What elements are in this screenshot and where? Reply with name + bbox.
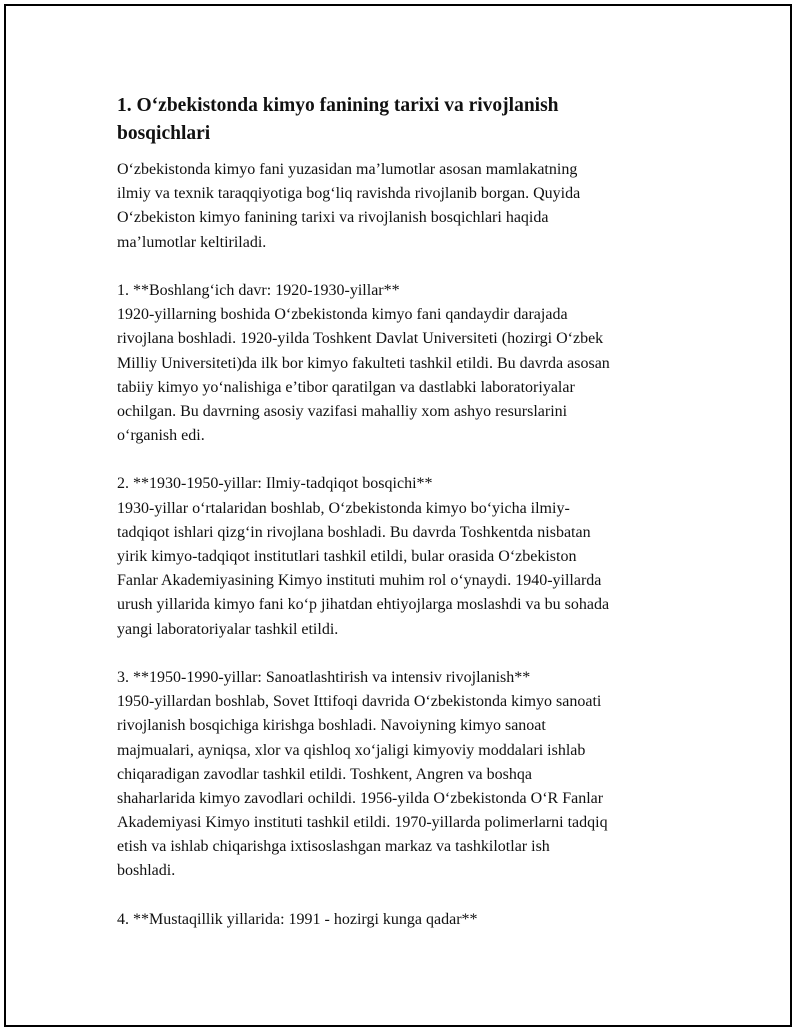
text-line: 1920-yillarning boshida O‘zbekistonda kimyo fani qandaydir darajada — [117, 306, 568, 324]
text-line: Milliy Universiteti)da ilk bor kimyo fakulteti tashkil etildi. Bu davrda asosan — [117, 354, 610, 372]
intro-paragraph — [117, 158, 689, 255]
section-heading: 1. **Boshlang‘ich davr: 1920-1930-yillar** — [117, 281, 400, 299]
title-line: bosqichlari — [117, 123, 211, 144]
text-line: rivojlana boshladi. 1920-yilda Toshkent Davlat Universiteti (hozirgi O‘zbek — [117, 330, 604, 348]
text-line: tadqiqot ishlari qizg‘in rivojlana boshladi. Bu davrda Toshkentda nisbatan — [117, 523, 591, 541]
section-heading: 3. **1950-1990-yillar: Sanoatlashtirish va intensiv rivojlanish** — [117, 668, 531, 686]
page-title — [117, 92, 689, 148]
document-body — [117, 92, 689, 932]
section-heading: 2. **1930-1950-yillar: Ilmiy-tadqiqot bosqichi** — [117, 475, 433, 493]
section-3 — [117, 666, 689, 884]
section-4 — [117, 908, 689, 932]
text-line: ilmiy va texnik taraqqiyotiga bog‘liq ravishda rivojlanib borgan. Quyida — [117, 185, 581, 203]
text-line: tabiiy kimyo yo‘nalishiga e’tibor qaratilgan va dastlabki laboratoriyalar — [117, 378, 575, 396]
text-line: 1930-yillar o‘rtalaridan boshlab, O‘zbekistonda kimyo bo‘yicha ilmiy- — [117, 499, 570, 517]
text-line: O‘zbekistonda kimyo fani yuzasidan ma’lumotlar asosan mamlakatning — [117, 161, 578, 178]
paragraph-gap — [117, 448, 689, 472]
section-1 — [117, 279, 689, 448]
text-line: 1950-yillardan boshlab, Sovet Ittifoqi davrida O‘zbekistonda kimyo sanoati — [117, 693, 602, 711]
text-line: etish va ishlab chiqarishga ixtisoslashgan markaz va tashkilotlar ish — [117, 838, 550, 856]
section-heading: 4. **Mustaqillik yillarida: 1991 - hozirgi kunga qadar** — [117, 910, 478, 928]
text-line: yangi laboratoriyalar tashkil etildi. — [117, 620, 339, 638]
text-line: majmualari, ayniqsa, xlor va qishloq xo‘jaligi kimyoviy moddalari ishlab — [117, 741, 586, 759]
text-line: boshladi. — [117, 862, 176, 880]
text-line: urush yillarida kimyo fani ko‘p jihatdan ehtiyojlarga moslashdi va bu sohada — [117, 596, 610, 614]
text-line: ochilgan. Bu davrning asosiy vazifasi mahalliy xom ashyo resurslarini — [117, 402, 568, 420]
title-line: 1. O‘zbekistonda kimyo fanining tarixi va rivojlanish — [117, 95, 559, 116]
text-line: ma’lumotlar keltiriladi. — [117, 233, 267, 251]
text-line: chiqaradigan zavodlar tashkil etildi. Toshkent, Angren va boshqa — [117, 765, 532, 783]
text-line: rivojlanish bosqichiga kirishga boshladi. Navoiyning kimyo sanoat — [117, 717, 546, 735]
text-line: o‘rganish edi. — [117, 427, 205, 445]
text-line: O‘zbekiston kimyo fanining tarixi va rivojlanish bosqichlari haqida — [117, 209, 549, 227]
paragraph-gap — [117, 642, 689, 666]
paragraph-gap — [117, 884, 689, 908]
section-2 — [117, 472, 689, 641]
text-line: Fanlar Akademiyasining Kimyo instituti muhim rol o‘ynaydi. 1940-yillarda — [117, 572, 602, 590]
paragraph-gap — [117, 255, 689, 279]
text-line: yirik kimyo-tadqiqot institutlari tashkil etildi, bular orasida O‘zbekiston — [117, 548, 577, 565]
text-line: Akademiyasi Kimyo instituti tashkil etildi. 1970-yillarda polimerlarni tadqiq — [117, 814, 608, 832]
text-line: shaharlarida kimyo zavodlari ochildi. 1956-yilda O‘zbekistonda O‘R Fanlar — [117, 789, 604, 807]
